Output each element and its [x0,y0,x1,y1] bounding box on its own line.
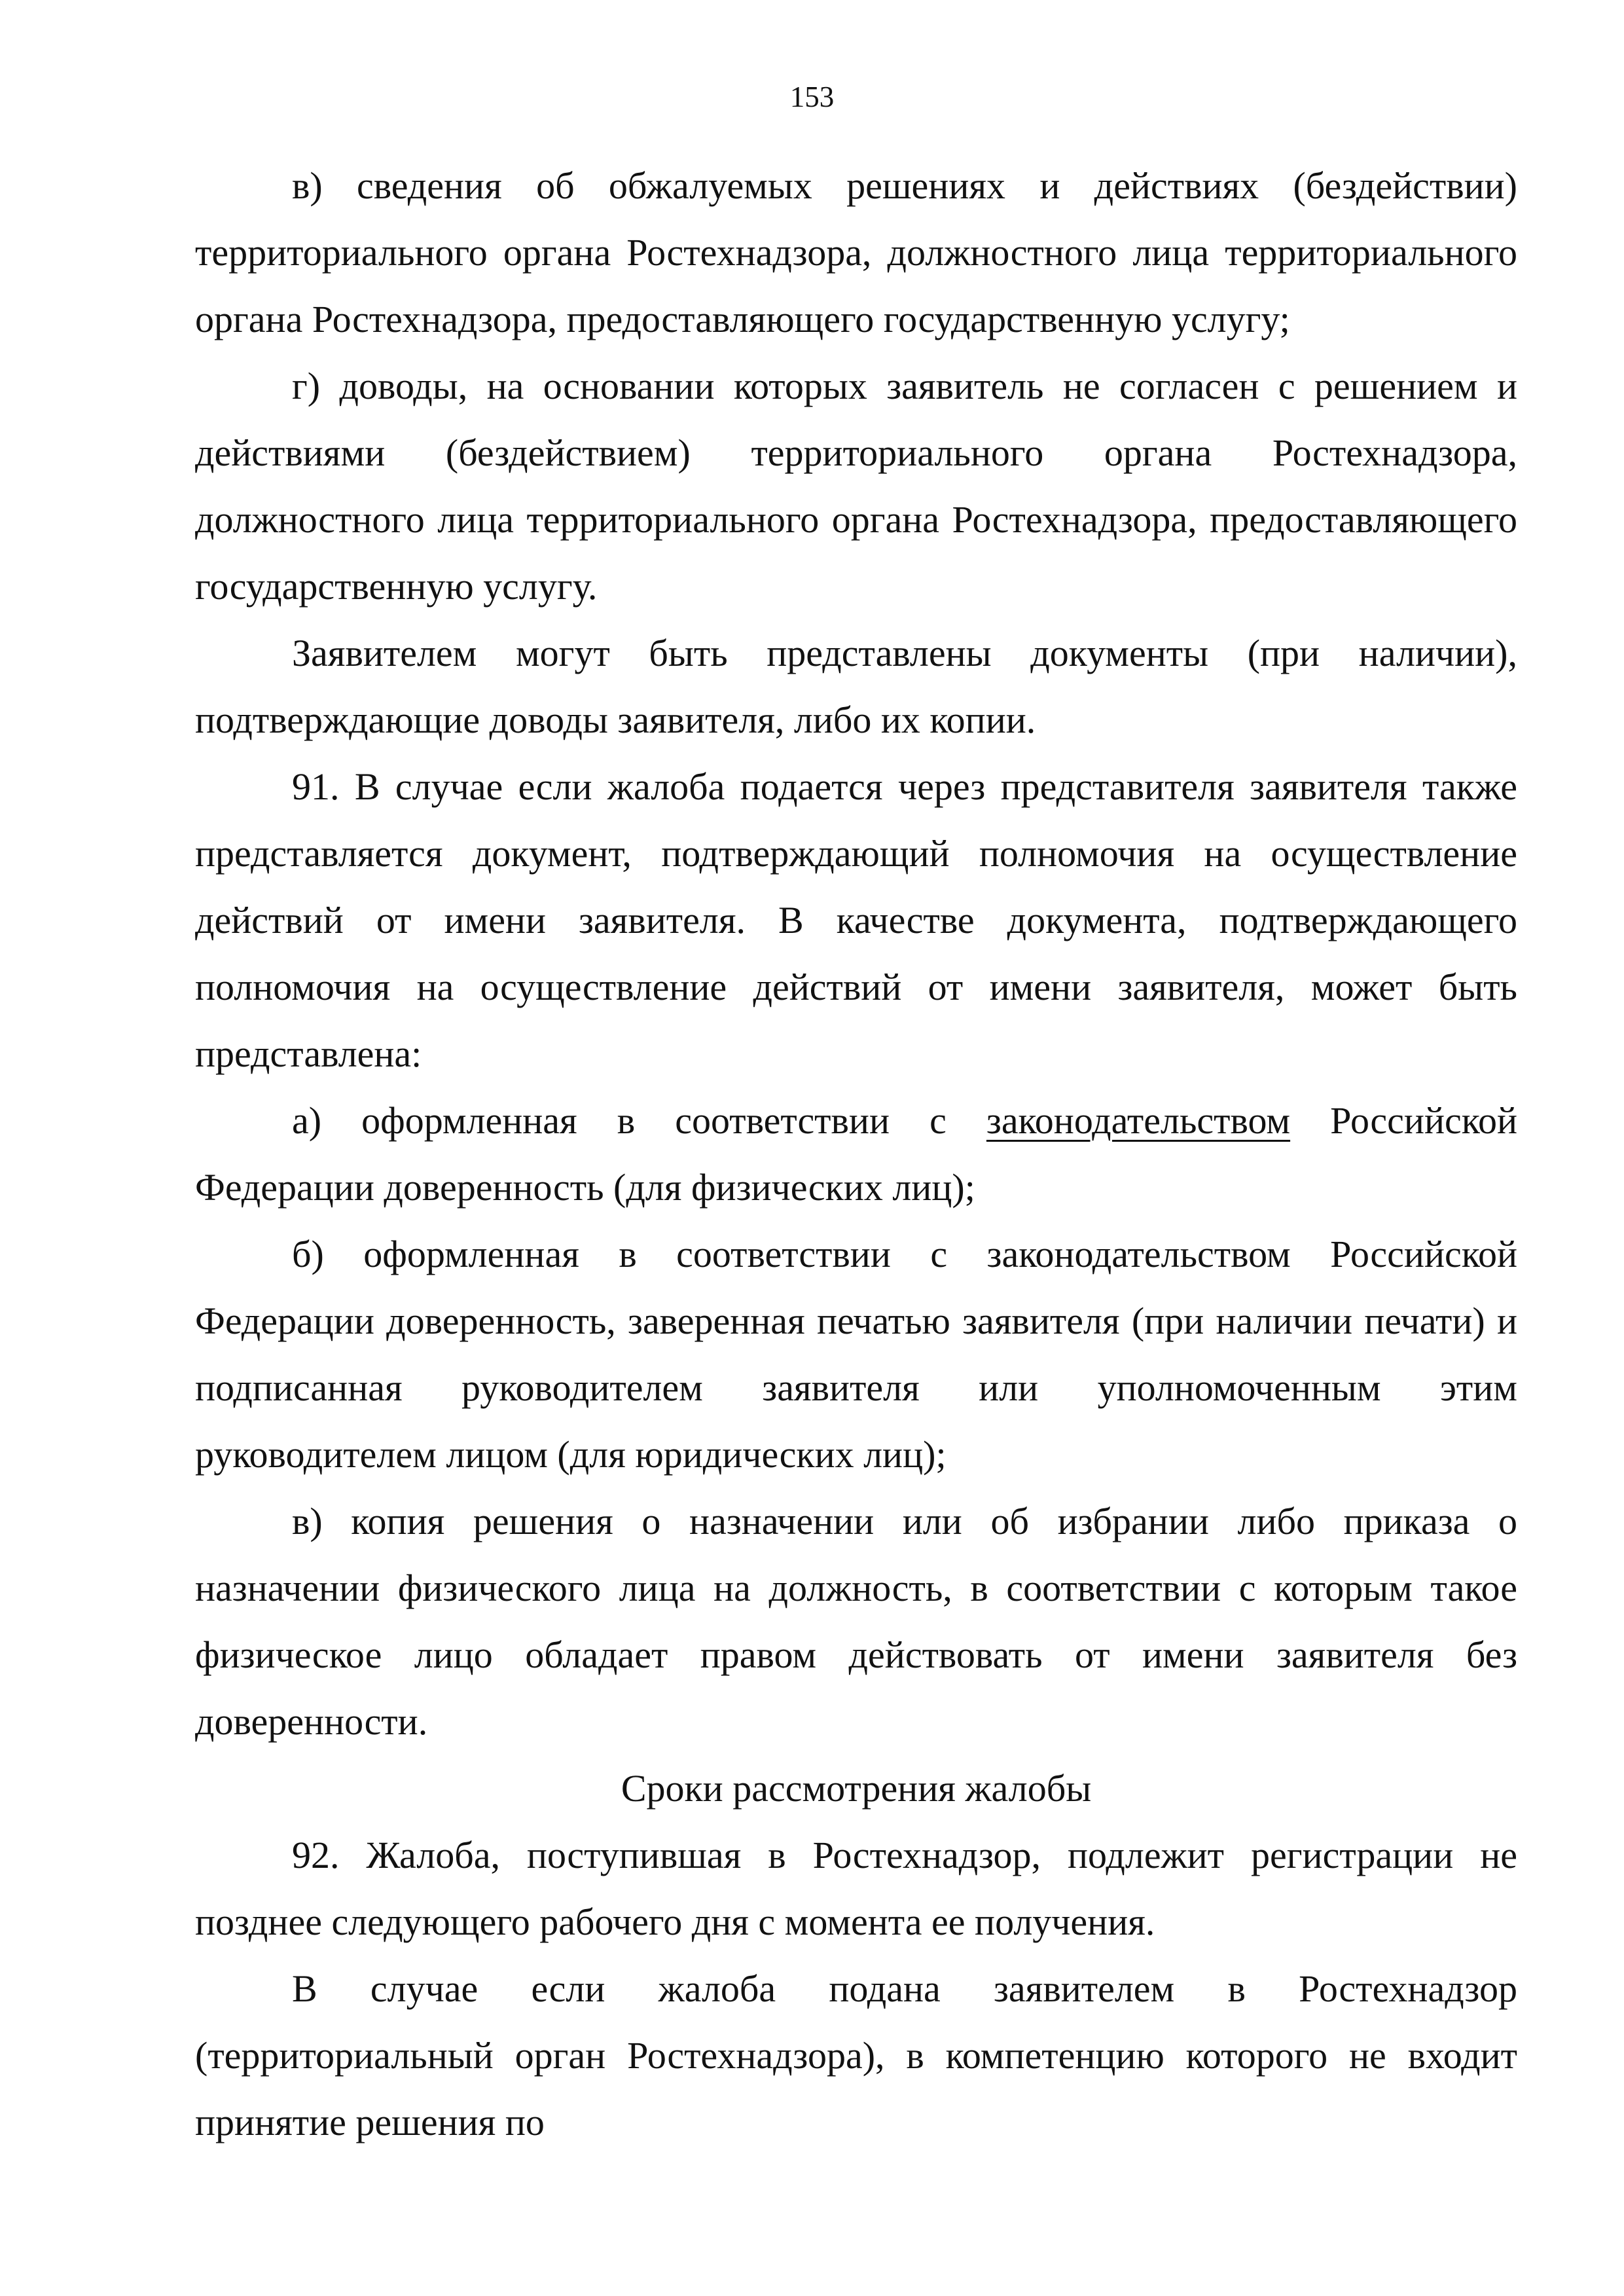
paragraph-v-appointment-copy: в) копия решения о назначении или об избрании либо приказа о назначении физического лица на должность, в соответствии с которым такое физическое лицо обладает правом действовать от имени заявителя без доверенности. [195,1500,1517,1743]
paragraph-b-legal-entity: б) оформленная в соответствии с законодательством Российской Федерации доверенность, заверенная печатью заявителя (при наличии печати) и подписанная руководителем заявителя или уполномоченным этим руководителем лицом (для юридических лиц); [195,1233,1517,1476]
paragraph-92-registration: 92. Жалоба, поступившая в Ростехнадзор, подлежит регистрации не позднее следующего рабочего дня с момента ее получения. [195,1834,1517,1943]
paragraph-territorial-body: В случае если жалоба подана заявителем в Ростехнадзор (территориальный орган Ростехнадзора), в компетенцию которого не входит принятие решения по [195,1967,1517,2143]
section-heading: Сроки рассмотрения жалобы [621,1767,1092,1810]
paragraph-a-power-of-attorney [195,1087,1517,1221]
paragraph-v-subject: в) сведения об обжалуемых решениях и действиях (бездействии) территориального органа Ростехнадзора, должностного лица территориального органа Ростехнадзора, предоставляющего государственную услугу; [195,164,1517,340]
paragraph-a-text-end: Российской Федерации доверенность (для физических лиц); [195,1099,1517,1209]
paragraph-supporting-documents: Заявителем могут быть представлены документы (при наличии), подтверждающие доводы заявителя, либо их копии. [195,632,1517,741]
paragraph-g-arguments: г) доводы, на основании которых заявитель не согласен с решением и действиями (бездействием) территориального органа Ростехнадзора, должностного лица территориального органа Ростехнадзора, предоставляющего государственную услугу. [195,365,1517,608]
paragraph-91-representative: 91. В случае если жалоба подается через представителя заявителя также представляется документ, подтверждающий полномочия на осуществление действий от имени заявителя. В качестве документа, подтверждающего полномочия на осуществление действий от имени заявителя, может быть представлена: [195,765,1517,1075]
document-body [195,153,1517,2156]
legislation-link[interactable]: законодательством [986,1099,1291,1142]
page-number: 153 [789,81,835,113]
paragraph-a-text-start: а) оформленная в соответствии с [292,1099,986,1142]
